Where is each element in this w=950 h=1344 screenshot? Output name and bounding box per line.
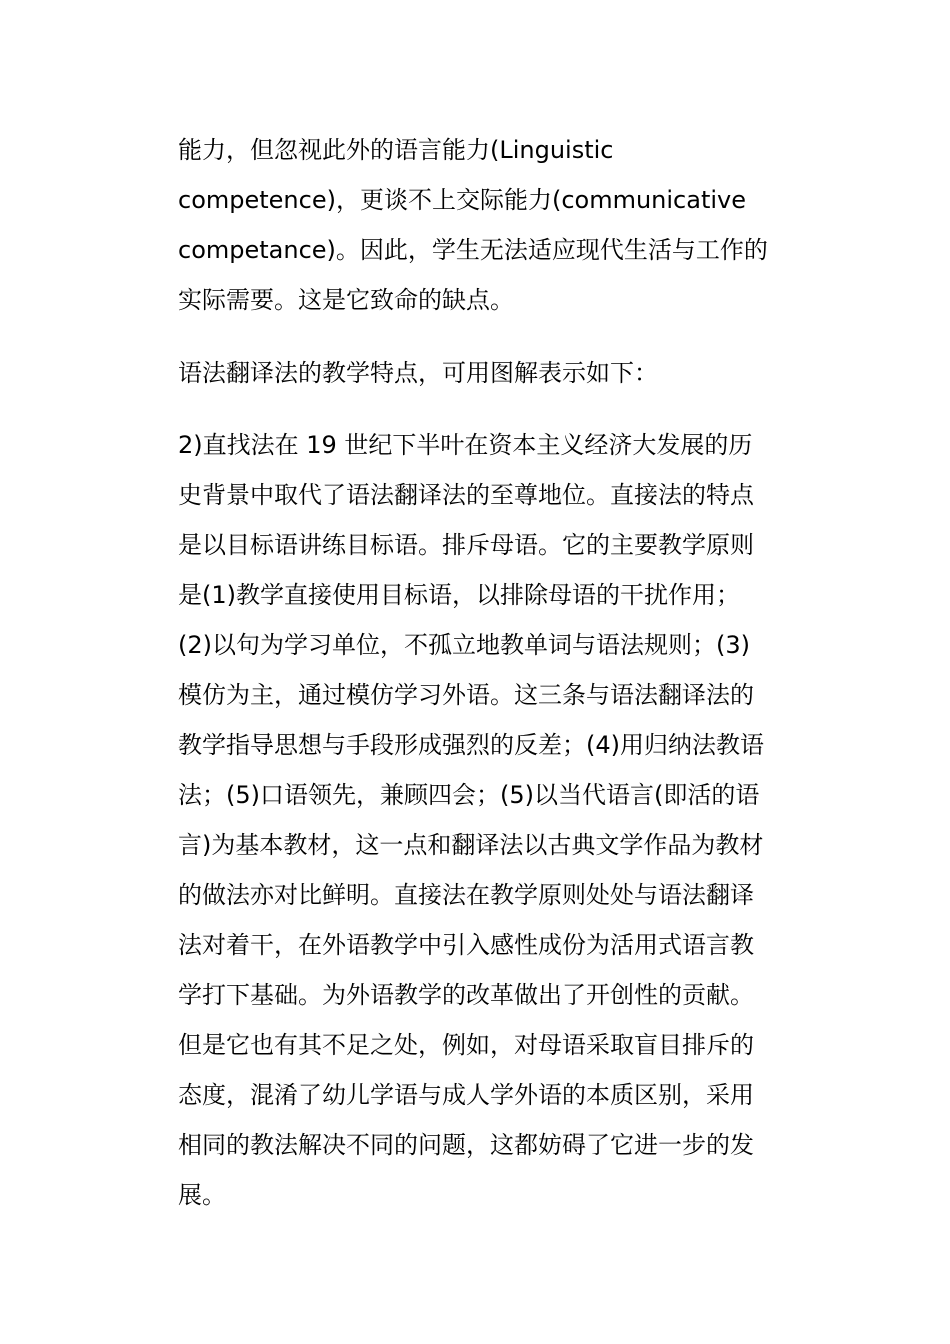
text-line: 态度，混淆了幼儿学语与成人学外语的本质区别，采用 — [178, 1081, 754, 1109]
text-line: 言)为基本教材，这一点和翻译法以古典文学作品为教材 — [178, 831, 764, 859]
text-line: 是以目标语讲练目标语。排斥母语。它的主要教学原则 — [178, 531, 754, 559]
text-line: 但是它也有其不足之处，例如，对母语采取盲目排斥的 — [178, 1031, 754, 1059]
paragraph-direct-method — [178, 420, 764, 1220]
text-line: 法对着干，在外语教学中引入感性成份为活用式语言教 — [178, 931, 754, 959]
text-line: 实际需要。这是它致命的缺点。 — [178, 286, 514, 314]
text-line: 能力，但忽视此外的语言能力(Linguistic — [178, 136, 614, 164]
text-line: (2)以句为学习单位，不孤立地教单词与语法规则；(3) — [178, 631, 750, 659]
text-line: 史背景中取代了语法翻译法的至尊地位。直接法的特点 — [178, 481, 754, 509]
text-line: 是(1)教学直接使用目标语，以排除母语的干扰作用； — [178, 581, 740, 609]
text-line: 2)直找法在 19 世纪下半叶在资本主义经济大发展的历 — [178, 431, 753, 459]
text-line: competance)。因此，学生无法适应现代生活与工作的 — [178, 236, 768, 264]
text-line: 相同的教法解决不同的问题，这都妨碍了它进一步的发 — [178, 1131, 754, 1159]
text-line: 的做法亦对比鲜明。直接法在教学原则处处与语法翻译 — [178, 881, 754, 909]
paragraph-diagram-intro — [178, 348, 658, 398]
text-line: 学打下基础。为外语教学的改革做出了开创性的贡献。 — [178, 981, 754, 1009]
paragraph-competence-shortcoming — [178, 125, 768, 325]
text-line: 教学指导思想与手段形成强烈的反差；(4)用归纳法教语 — [178, 731, 764, 759]
text-line: 模仿为主，通过模仿学习外语。这三条与语法翻译法的 — [178, 681, 754, 709]
text-line: 语法翻译法的教学特点，可用图解表示如下： — [178, 359, 658, 387]
text-line: competence)，更谈不上交际能力(communicative — [178, 186, 747, 214]
text-line: 法；(5)口语领先，兼顾四会；(5)以当代语言(即活的语 — [178, 781, 760, 809]
text-line: 展。 — [178, 1181, 226, 1209]
